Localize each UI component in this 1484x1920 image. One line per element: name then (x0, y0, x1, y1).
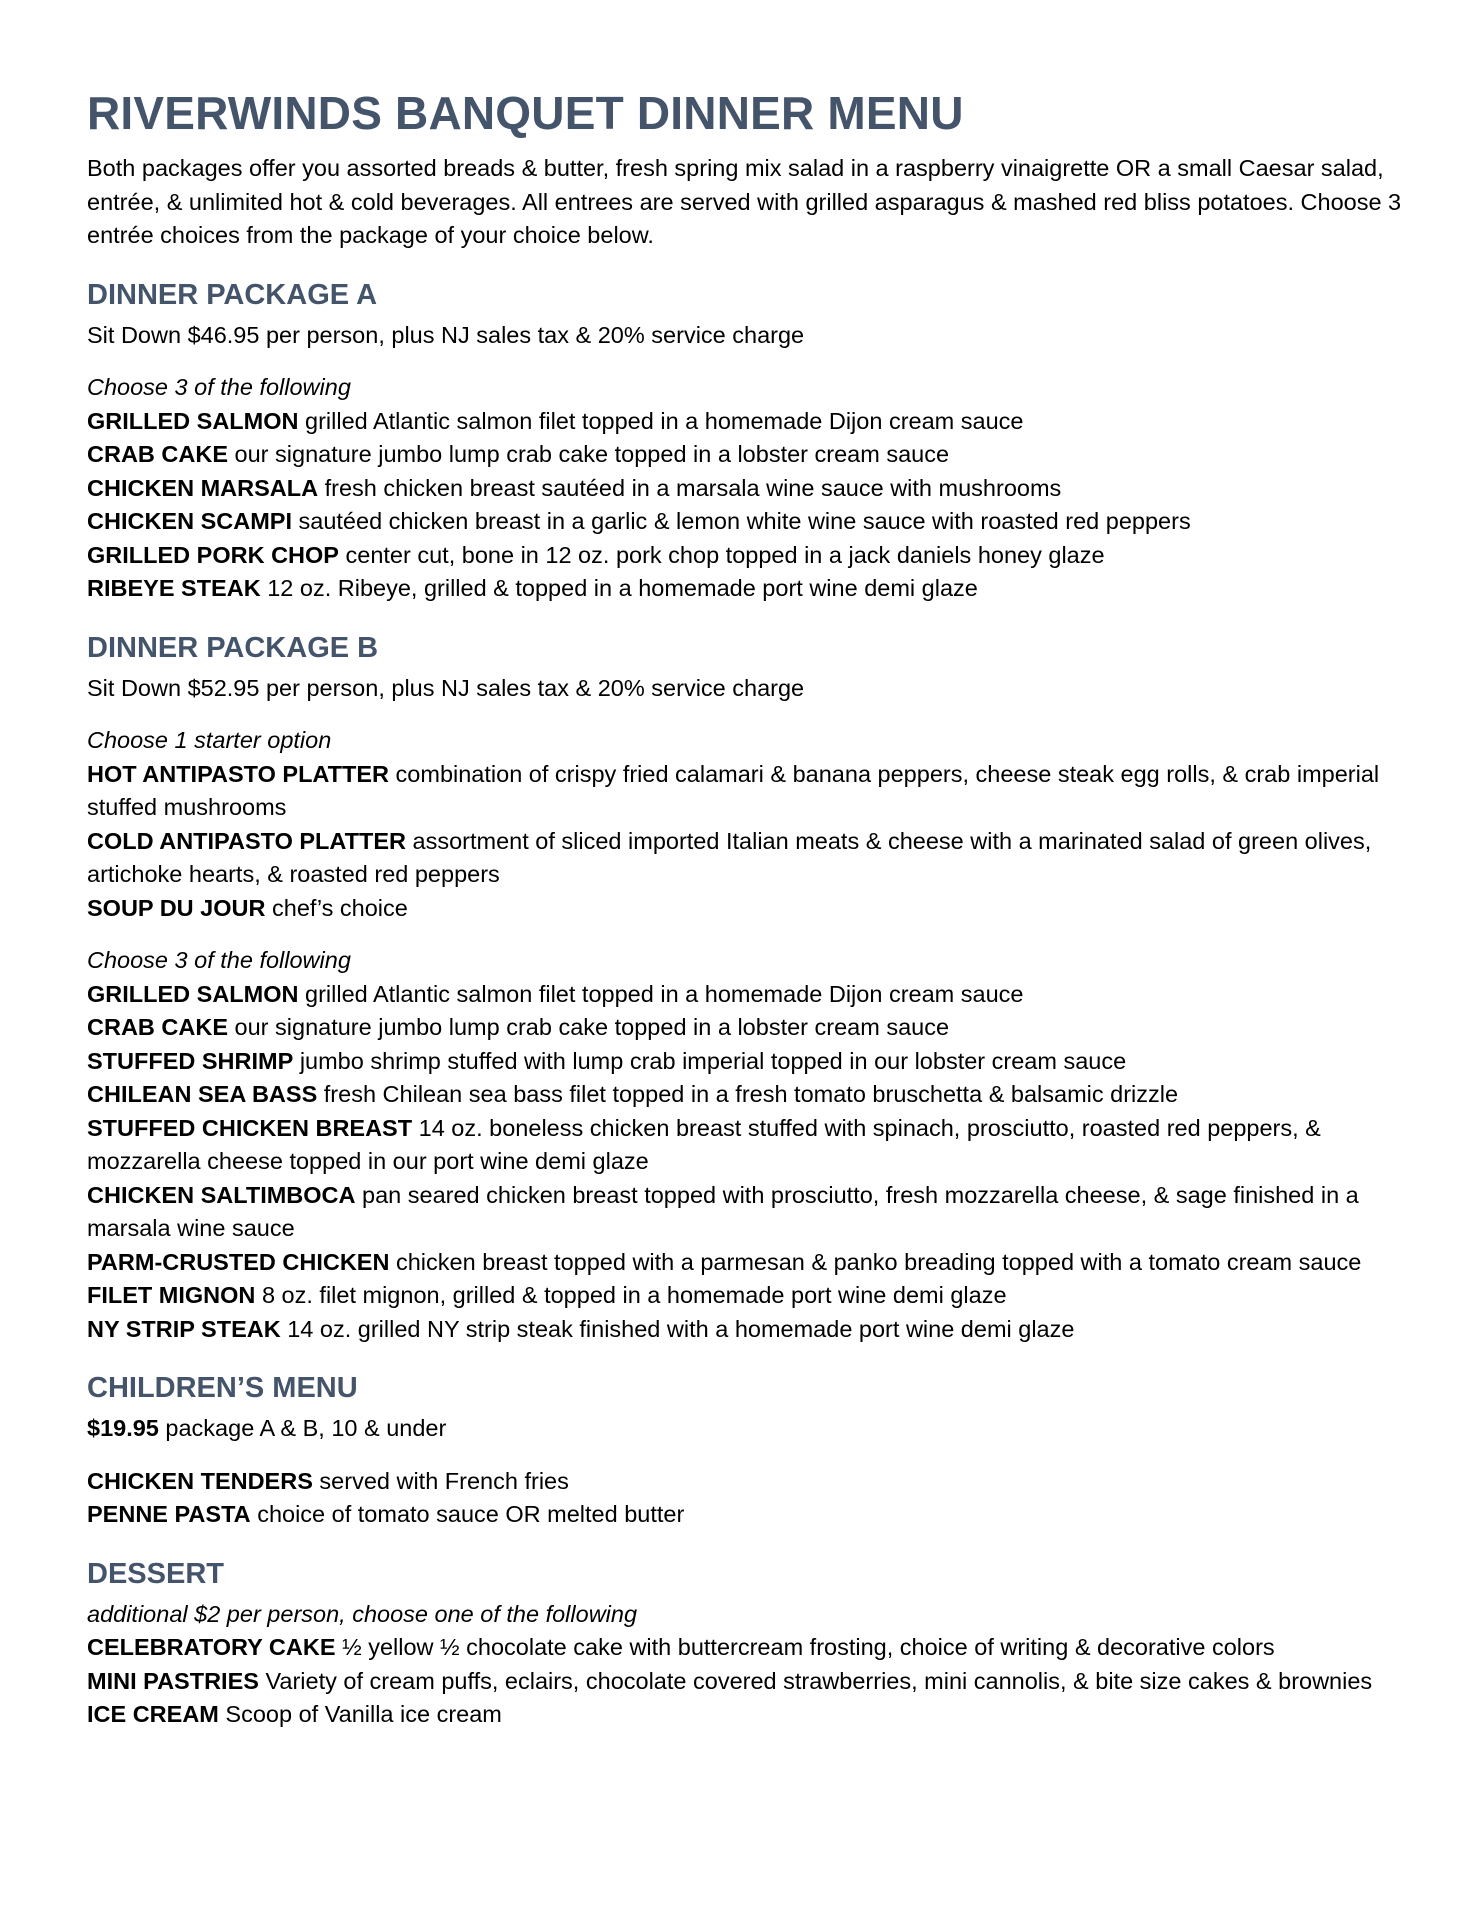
item-name: RIBEYE STEAK (87, 575, 261, 601)
menu-item (87, 1011, 1407, 1045)
item-name: STUFFED SHRIMP (87, 1047, 294, 1074)
item-desc: 14 oz. grilled NY strip steak finished with a homemade port wine demi glaze (287, 1315, 1075, 1342)
menu-item (87, 1078, 1407, 1112)
item-desc: sautéed chicken breast in a garlic & lemon white wine sauce with roasted red peppers (298, 508, 1191, 534)
package-b-price: Sit Down $52.95 per person, plus NJ sales tax & 20% service charge (87, 674, 805, 701)
menu-item (87, 825, 1407, 892)
item-name: CHICKEN SCAMPI (87, 508, 292, 534)
item-name: CHICKEN MARSALA (87, 474, 319, 501)
menu-item (87, 505, 1407, 539)
item-desc: center cut, bone in 12 oz. pork chop topped in a jack daniels honey glaze (345, 541, 1105, 568)
package-a-entree-list (87, 405, 1407, 606)
item-desc: choice of tomato sauce OR melted butter (257, 1501, 685, 1527)
item-desc: Variety of cream puffs, eclairs, chocolate covered strawberries, mini cannolis, & bite size cakes & brownies (265, 1667, 1373, 1694)
package-a-choose-label: Choose 3 of the following (87, 374, 351, 400)
item-desc: our signature jumbo lump crab cake topped in a lobster cream sauce (234, 441, 950, 467)
menu-item (87, 892, 1407, 926)
item-desc: 14 oz. boneless chicken breast stuffed with spinach, prosciutto, roasted red peppers, & mozzarella cheese topped in our port wine demi glaze (87, 1114, 1321, 1174)
item-name: SOUP DU JOUR (87, 894, 266, 921)
package-b-starter-list (87, 758, 1407, 926)
menu-page (87, 82, 1407, 1732)
item-name: ICE CREAM (87, 1701, 219, 1727)
dessert-heading: DESSERT (87, 1557, 224, 1590)
page-title: RIVERWINDS BANQUET DINNER MENU (87, 87, 964, 139)
children-section (87, 1368, 1407, 1532)
item-name: GRILLED SALMON (87, 980, 299, 1007)
menu-item (87, 472, 1407, 506)
menu-item (87, 572, 1407, 606)
item-desc: ½ yellow ½ chocolate cake with buttercream frosting, choice of writing & decorative colors (342, 1634, 1275, 1660)
package-a-section (87, 275, 1407, 606)
package-b-entree-list (87, 978, 1407, 1347)
item-desc: grilled Atlantic salmon filet topped in a homemade Dijon cream sauce (305, 980, 1024, 1007)
item-desc: 8 oz. filet mignon, grilled & topped in a homemade port wine demi glaze (261, 1282, 1007, 1308)
menu-item (87, 1045, 1407, 1079)
menu-item (87, 1112, 1407, 1179)
item-desc: jumbo shrimp stuffed with lump crab imperial topped in our lobster cream sauce (299, 1047, 1127, 1074)
item-name: NY STRIP STEAK (87, 1315, 281, 1342)
item-desc: our signature jumbo lump crab cake topped in a lobster cream sauce (234, 1014, 950, 1040)
item-name: STUFFED CHICKEN BREAST (87, 1114, 413, 1141)
item-desc: fresh Chilean sea bass filet topped in a fresh tomato bruschetta & balsamic drizzle (323, 1081, 1179, 1107)
item-name: GRILLED PORK CHOP (87, 541, 339, 568)
menu-item (87, 758, 1407, 825)
item-desc: assortment of sliced imported Italian meats & cheese with a marinated salad of green olives, artichoke hearts, & roasted red peppers (87, 827, 1372, 887)
item-name: CELEBRATORY CAKE (87, 1634, 336, 1660)
item-name: CHICKEN SALTIMBOCA (87, 1181, 356, 1208)
item-desc: chef’s choice (272, 894, 408, 921)
dessert-section (87, 1554, 1407, 1732)
dessert-note: additional $2 per person, choose one of the following (87, 1600, 638, 1627)
item-desc: Scoop of Vanilla ice cream (225, 1701, 502, 1727)
item-desc: pan seared chicken breast topped with prosciutto, fresh mozzarella cheese, & sage finished in a marsala wine sauce (87, 1181, 1359, 1241)
item-name: PARM-CRUSTED CHICKEN (87, 1248, 390, 1275)
menu-item (87, 539, 1407, 573)
menu-item (87, 1246, 1407, 1280)
item-desc: combination of crispy fried calamari & banana peppers, cheese steak egg rolls, & crab imperial stuffed mushrooms (87, 760, 1380, 820)
package-a-price: Sit Down $46.95 per person, plus NJ sales tax & 20% service charge (87, 321, 805, 348)
item-desc: served with French fries (319, 1467, 569, 1494)
menu-item (87, 1698, 1407, 1732)
menu-item (87, 438, 1407, 472)
menu-item (87, 1279, 1407, 1313)
item-name: PENNE PASTA (87, 1501, 251, 1527)
item-desc: chicken breast topped with a parmesan & panko breading topped with a tomato cream sauce (395, 1248, 1362, 1275)
item-name: CHICKEN TENDERS (87, 1467, 313, 1494)
item-name: COLD ANTIPASTO PLATTER (87, 827, 406, 854)
menu-item (87, 405, 1407, 439)
menu-item (87, 1498, 1407, 1532)
item-desc: 12 oz. Ribeye, grilled & topped in a homemade port wine demi glaze (267, 575, 978, 601)
item-name: MINI PASTRIES (87, 1667, 259, 1694)
children-heading: CHILDREN’S MENU (87, 1372, 358, 1404)
menu-item (87, 1179, 1407, 1246)
children-price (87, 1412, 1407, 1446)
item-desc: fresh chicken breast sautéed in a marsala wine sauce with mushrooms (324, 474, 1062, 501)
item-name: FILET MIGNON (87, 1282, 256, 1308)
intro-paragraph: Both packages offer you assorted breads & butter, fresh spring mix salad in a raspberry vinaigrette OR a small Caesar salad, entrée, & unlimited hot & cold beverages. All entrees are served with grilled asparagus & mashed red bliss potatoes. Choose 3 entrée choices from the package of your choice below. (87, 155, 1402, 248)
package-b-choose-label: Choose 3 of the following (87, 947, 351, 973)
package-b-heading: DINNER PACKAGE B (87, 631, 379, 664)
package-a-heading: DINNER PACKAGE A (87, 278, 378, 311)
package-b-section (87, 628, 1407, 1347)
item-name: GRILLED SALMON (87, 407, 299, 434)
children-price-amount: $19.95 (87, 1415, 159, 1441)
menu-item (87, 1665, 1407, 1699)
menu-item (87, 1631, 1407, 1665)
menu-item (87, 1465, 1407, 1499)
item-desc: grilled Atlantic salmon filet topped in a homemade Dijon cream sauce (305, 407, 1024, 434)
children-item-list (87, 1465, 1407, 1532)
package-b-starter-label: Choose 1 starter option (87, 727, 332, 753)
item-name: CRAB CAKE (87, 1014, 228, 1040)
menu-item (87, 978, 1407, 1012)
dessert-item-list (87, 1631, 1407, 1732)
item-name: CRAB CAKE (87, 441, 228, 467)
item-name: HOT ANTIPASTO PLATTER (87, 760, 390, 787)
menu-item (87, 1313, 1407, 1347)
item-name: CHILEAN SEA BASS (87, 1081, 318, 1107)
children-price-note: package A & B, 10 & under (165, 1415, 447, 1441)
